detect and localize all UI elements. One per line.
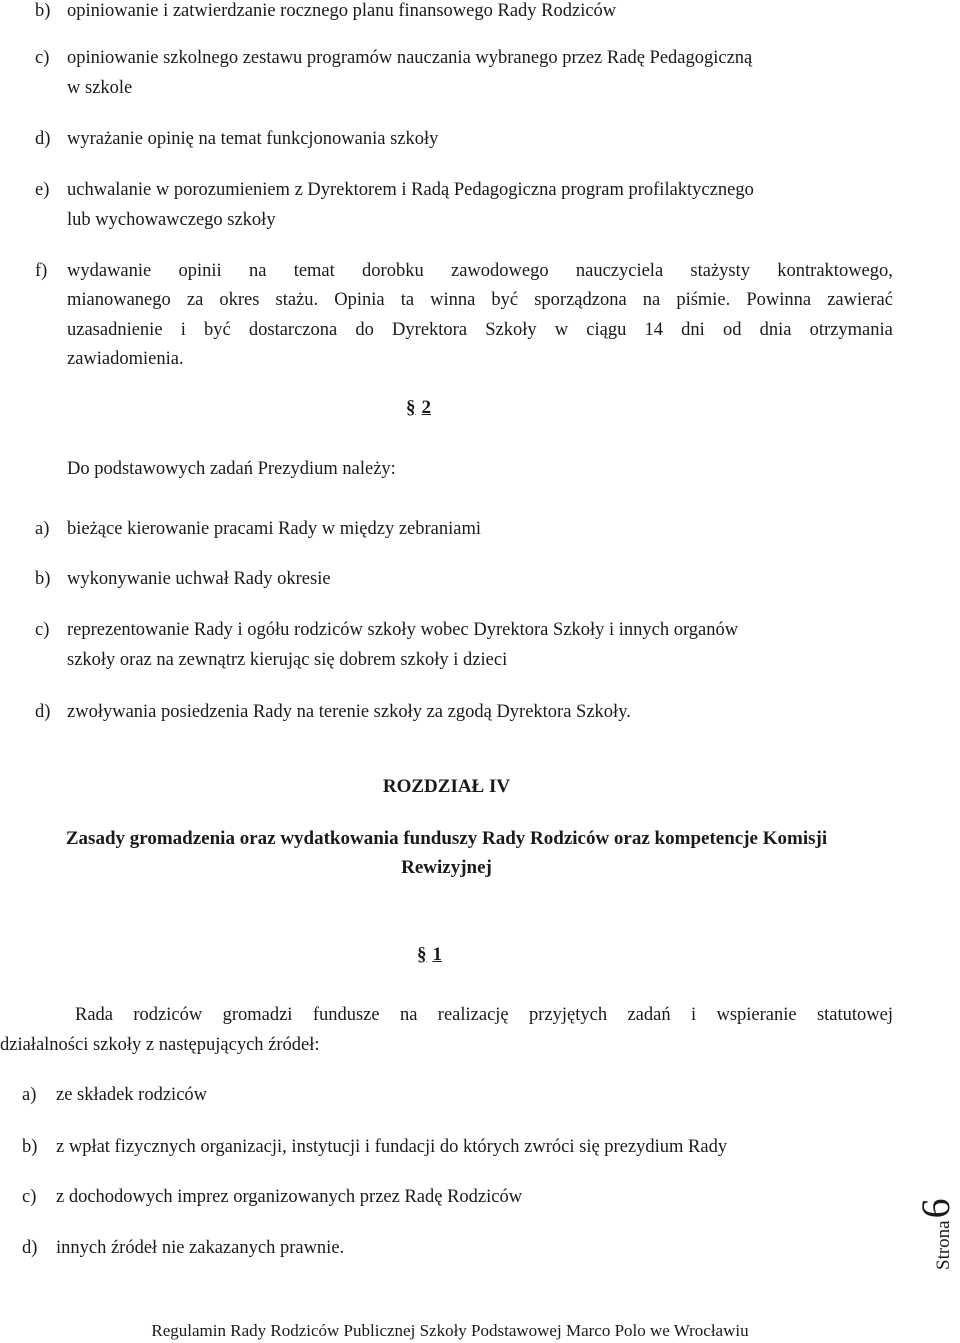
word: za [186, 290, 204, 310]
section-heading [406, 398, 431, 417]
word: na [399, 1005, 418, 1025]
list-marker: f) [35, 261, 48, 281]
list-item-text: lub wychowawczego szkoły [67, 210, 276, 230]
word: stażysty [690, 261, 751, 281]
page-number: 6 [913, 1198, 958, 1219]
list-item-text: opiniowanie szkolnego zestawu programów nauczania wybranego przez Radę Pedagogiczną [67, 48, 753, 68]
word: fundusze [312, 1005, 380, 1025]
section-number: 1 [432, 944, 442, 965]
word: statutowej [816, 1005, 893, 1025]
list-marker: b) [35, 569, 51, 589]
list-marker: c) [35, 620, 50, 640]
list-item-text: w szkole [67, 78, 133, 98]
word: dorobku [362, 261, 424, 281]
word: być [491, 290, 519, 310]
word: kontraktowego, [777, 261, 893, 281]
list-item-text: reprezentowanie Rady i ogółu rodziców szkoły wobec Dyrektora Szkoły i innych organów [67, 620, 739, 640]
word: ciągu [586, 320, 627, 340]
word: temat [293, 261, 335, 281]
funds-intro-text: działalności szkoły z następujących źródeł: [0, 1035, 320, 1055]
word: piśmie. [676, 290, 731, 310]
word: rodziców [133, 1005, 203, 1025]
word: opinii [178, 261, 222, 281]
justified-line [67, 262, 893, 281]
list-item-text: uchwalanie w porozumieniem z Dyrektorem i Radą Pedagogiczna program profilaktycznego [67, 180, 754, 200]
word: zadań [627, 1005, 671, 1025]
list-item-text: innych źródeł nie zakazanych prawnie. [56, 1238, 345, 1258]
list-item-text: ze składek rodziców [56, 1085, 208, 1105]
list-marker: d) [35, 702, 51, 722]
word: realizację [437, 1005, 509, 1025]
word: Rada [75, 1005, 114, 1025]
word: winna [430, 290, 476, 310]
list-marker: b) [35, 1, 51, 21]
word: wspieranie [716, 1005, 797, 1025]
word: zawodowego [450, 261, 549, 281]
section-heading [417, 945, 442, 964]
word: otrzymania [809, 320, 893, 340]
page-footer: Regulamin Rady Rodziców Publicznej Szkoły Podstawowej Marco Polo we Wrocławiu [151, 1321, 749, 1340]
word: do [355, 320, 374, 340]
word: stażu. [275, 290, 319, 310]
list-marker: a) [22, 1085, 37, 1105]
word: wydawanie [67, 261, 152, 281]
word: Powinna [746, 290, 812, 310]
word: sporządzona [534, 290, 627, 310]
word: Szkoły [485, 320, 537, 340]
presidium-intro: Do podstawowych zadań Prezydium należy: [67, 459, 396, 479]
word: na [248, 261, 267, 281]
list-item-text: opiniowanie i zatwierdzanie rocznego planu finansowego Rady Rodziców [67, 1, 617, 21]
word: na [642, 290, 661, 310]
word: Dyrektora [392, 320, 468, 340]
list-marker: d) [35, 129, 51, 149]
word: być [204, 320, 231, 340]
word: uzasadnienie [67, 320, 163, 340]
list-item-text: wykonywanie uchwał Rady okresie [67, 569, 331, 589]
list-marker: b) [22, 1137, 38, 1157]
word: przyjętych [529, 1005, 608, 1025]
justified-line [75, 1006, 893, 1025]
word: Opinia [334, 290, 385, 310]
list-item-text: zwoływania posiedzenia Rady na terenie szkoły za zgodą Dyrektora Szkoły. [67, 702, 631, 722]
list-marker: a) [35, 519, 50, 539]
list-marker: c) [22, 1187, 37, 1207]
word: zawierać [827, 290, 893, 310]
chapter-heading: ROZDZIAŁ IV [382, 776, 511, 797]
list-item-text: z dochodowych imprez organizowanych przez Radę Rodziców [56, 1187, 523, 1207]
page-number-marker [913, 1180, 958, 1270]
justified-line [67, 291, 893, 310]
word: nauczyciela [575, 261, 664, 281]
list-item-text: szkoły oraz na zewnątrz kierując się dobrem szkoły i dzieci [67, 650, 508, 670]
word: 14 [644, 320, 663, 340]
word: dni [681, 320, 705, 340]
list-item-text: bieżące kierowanie pracami Rady w między zebraniami [67, 519, 481, 539]
word: od [722, 320, 742, 340]
list-item-text: z wpłat fizycznych organizacji, instytucji i fundacji do których zwróci się prezydium Rady [56, 1137, 728, 1157]
paragraph-symbol: § [417, 944, 427, 965]
list-marker: c) [35, 48, 50, 68]
page-label: Strona [933, 1220, 954, 1270]
justified-line [67, 321, 893, 340]
word: w [554, 320, 569, 340]
word: mianowanego [67, 290, 171, 310]
word: ta [400, 290, 415, 310]
list-marker: d) [22, 1238, 38, 1258]
word: dnia [759, 320, 792, 340]
list-item-text: wyrażanie opinię na temat funkcjonowania szkoły [67, 129, 439, 149]
chapter-title: Zasady gromadzenia oraz wydatkowania funduszy Rady Rodziców oraz kompetencje Komisji [65, 828, 828, 849]
word: i [690, 1005, 697, 1025]
word: gromadzi [222, 1005, 293, 1025]
word: i [180, 320, 186, 340]
paragraph-symbol: § [406, 397, 416, 418]
list-item-text: zawiadomienia. [67, 349, 184, 369]
word: dostarczona [248, 320, 338, 340]
section-number: 2 [421, 397, 431, 418]
chapter-title: Rewizyjnej [401, 857, 492, 878]
list-marker: e) [35, 180, 50, 200]
word: okres [219, 290, 260, 310]
